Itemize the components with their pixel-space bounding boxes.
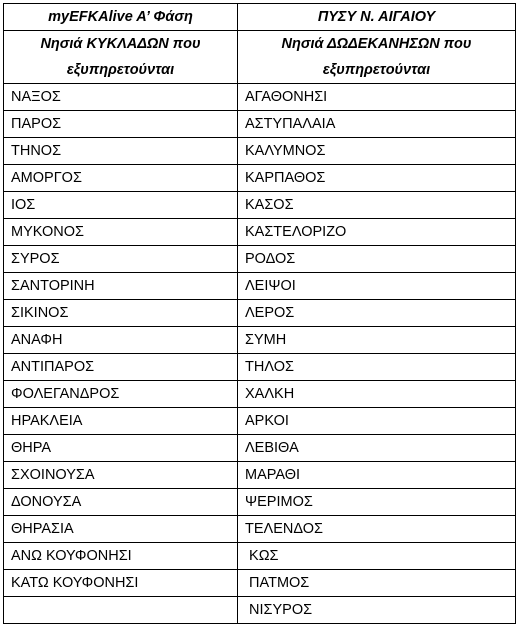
cyclades-island-cell: ΠΑΡΟΣ <box>4 111 238 138</box>
table-row <box>4 435 516 462</box>
cyclades-island-cell: ΗΡΑΚΛΕΙΑ <box>4 408 238 435</box>
cyclades-island-cell: ΣΧΟΙΝΟΥΣΑ <box>4 462 238 489</box>
dodecanese-island-cell: ΚΑΛΥΜΝΟΣ <box>238 138 516 165</box>
cyclades-island-cell: ΑΝΩ ΚΟΥΦΟΝΗΣΙ <box>4 543 238 570</box>
cyclades-island-cell: ΣΙΚΙΝΟΣ <box>4 300 238 327</box>
dodecanese-island-cell: ΚΑΣΟΣ <box>238 192 516 219</box>
dodecanese-island-cell: ΚΑΡΠΑΘΟΣ <box>238 165 516 192</box>
cyclades-island-cell: ΚΑΤΩ ΚΟΥΦΟΝΗΣΙ <box>4 570 238 597</box>
table-row <box>4 543 516 570</box>
subtitle-row <box>4 31 516 84</box>
table-row <box>4 570 516 597</box>
dodecanese-island-cell: ΑΓΑΘΟΝΗΣΙ <box>238 84 516 111</box>
table-header <box>4 4 516 84</box>
left-column-subtitle <box>4 31 238 84</box>
right-subtitle-line-1: Νησιά ΔΩΔΕΚΑΝΗΣΩΝ που <box>281 36 472 52</box>
right-column-subtitle <box>238 31 516 84</box>
table-row <box>4 516 516 543</box>
dodecanese-island-cell: ΑΣΤΥΠΑΛΑΙΑ <box>238 111 516 138</box>
dodecanese-island-cell: ΨΕΡΙΜΟΣ <box>238 489 516 516</box>
cyclades-island-cell: ΘΗΡΑΣΙΑ <box>4 516 238 543</box>
table-row <box>4 489 516 516</box>
table-row <box>4 408 516 435</box>
cyclades-island-cell: ΤΗΝΟΣ <box>4 138 238 165</box>
dodecanese-island-cell: ΝΙΣΥΡΟΣ <box>238 597 516 624</box>
cyclades-island-cell: ΔΟΝΟΥΣΑ <box>4 489 238 516</box>
dodecanese-island-cell: ΣΥΜΗ <box>238 327 516 354</box>
table-row <box>4 111 516 138</box>
table-row <box>4 381 516 408</box>
cyclades-island-cell: ΙΟΣ <box>4 192 238 219</box>
cyclades-island-cell: ΦΟΛΕΓΑΝΔΡΟΣ <box>4 381 238 408</box>
dodecanese-island-cell: ΚΑΣΤΕΛΟΡΙΖΟ <box>238 219 516 246</box>
cyclades-island-cell: ΜΥΚΟΝΟΣ <box>4 219 238 246</box>
dodecanese-island-cell: ΛΕΒΙΘΑ <box>238 435 516 462</box>
table-body <box>4 84 516 624</box>
table-row <box>4 354 516 381</box>
table-row <box>4 300 516 327</box>
dodecanese-island-cell: ΜΑΡΑΘΙ <box>238 462 516 489</box>
table-row <box>4 462 516 489</box>
dodecanese-island-cell: ΡΟΔΟΣ <box>238 246 516 273</box>
right-subtitle-line-2: εξυπηρετούνται <box>322 62 431 78</box>
cyclades-island-cell: ΑΝΑΦΗ <box>4 327 238 354</box>
left-subtitle-line-1: Νησιά ΚΥΚΛΑΔΩΝ που <box>40 36 201 52</box>
table-row <box>4 138 516 165</box>
table-row <box>4 84 516 111</box>
table-row <box>4 246 516 273</box>
left-subtitle-line-2: εξυπηρετούνται <box>66 62 175 78</box>
right-column-title: ΠΥΣΥ Ν. ΑΙΓΑΙΟΥ <box>238 4 516 31</box>
cyclades-island-cell: ΑΜΟΡΓΟΣ <box>4 165 238 192</box>
cyclades-island-cell <box>4 597 238 624</box>
dodecanese-island-cell: ΑΡΚΟΙ <box>238 408 516 435</box>
table-row <box>4 165 516 192</box>
table-row <box>4 597 516 624</box>
table-row <box>4 327 516 354</box>
islands-table <box>3 3 516 624</box>
title-row <box>4 4 516 31</box>
dodecanese-island-cell: ΠΑΤΜΟΣ <box>238 570 516 597</box>
dodecanese-island-cell: ΧΑΛΚΗ <box>238 381 516 408</box>
cyclades-island-cell: ΣΑΝΤΟΡΙΝΗ <box>4 273 238 300</box>
table-row <box>4 192 516 219</box>
dodecanese-island-cell: ΤΗΛΟΣ <box>238 354 516 381</box>
dodecanese-island-cell: ΛΕΙΨΟΙ <box>238 273 516 300</box>
left-column-title: myEFKAlive A’ Φάση <box>4 4 238 31</box>
cyclades-island-cell: ΝΑΞΟΣ <box>4 84 238 111</box>
table-row <box>4 219 516 246</box>
dodecanese-island-cell: ΚΩΣ <box>238 543 516 570</box>
dodecanese-island-cell: ΛΕΡΟΣ <box>238 300 516 327</box>
cyclades-island-cell: ΑΝΤΙΠΑΡΟΣ <box>4 354 238 381</box>
dodecanese-island-cell: ΤΕΛΕΝΔΟΣ <box>238 516 516 543</box>
cyclades-island-cell: ΣΥΡΟΣ <box>4 246 238 273</box>
table-row <box>4 273 516 300</box>
cyclades-island-cell: ΘΗΡΑ <box>4 435 238 462</box>
